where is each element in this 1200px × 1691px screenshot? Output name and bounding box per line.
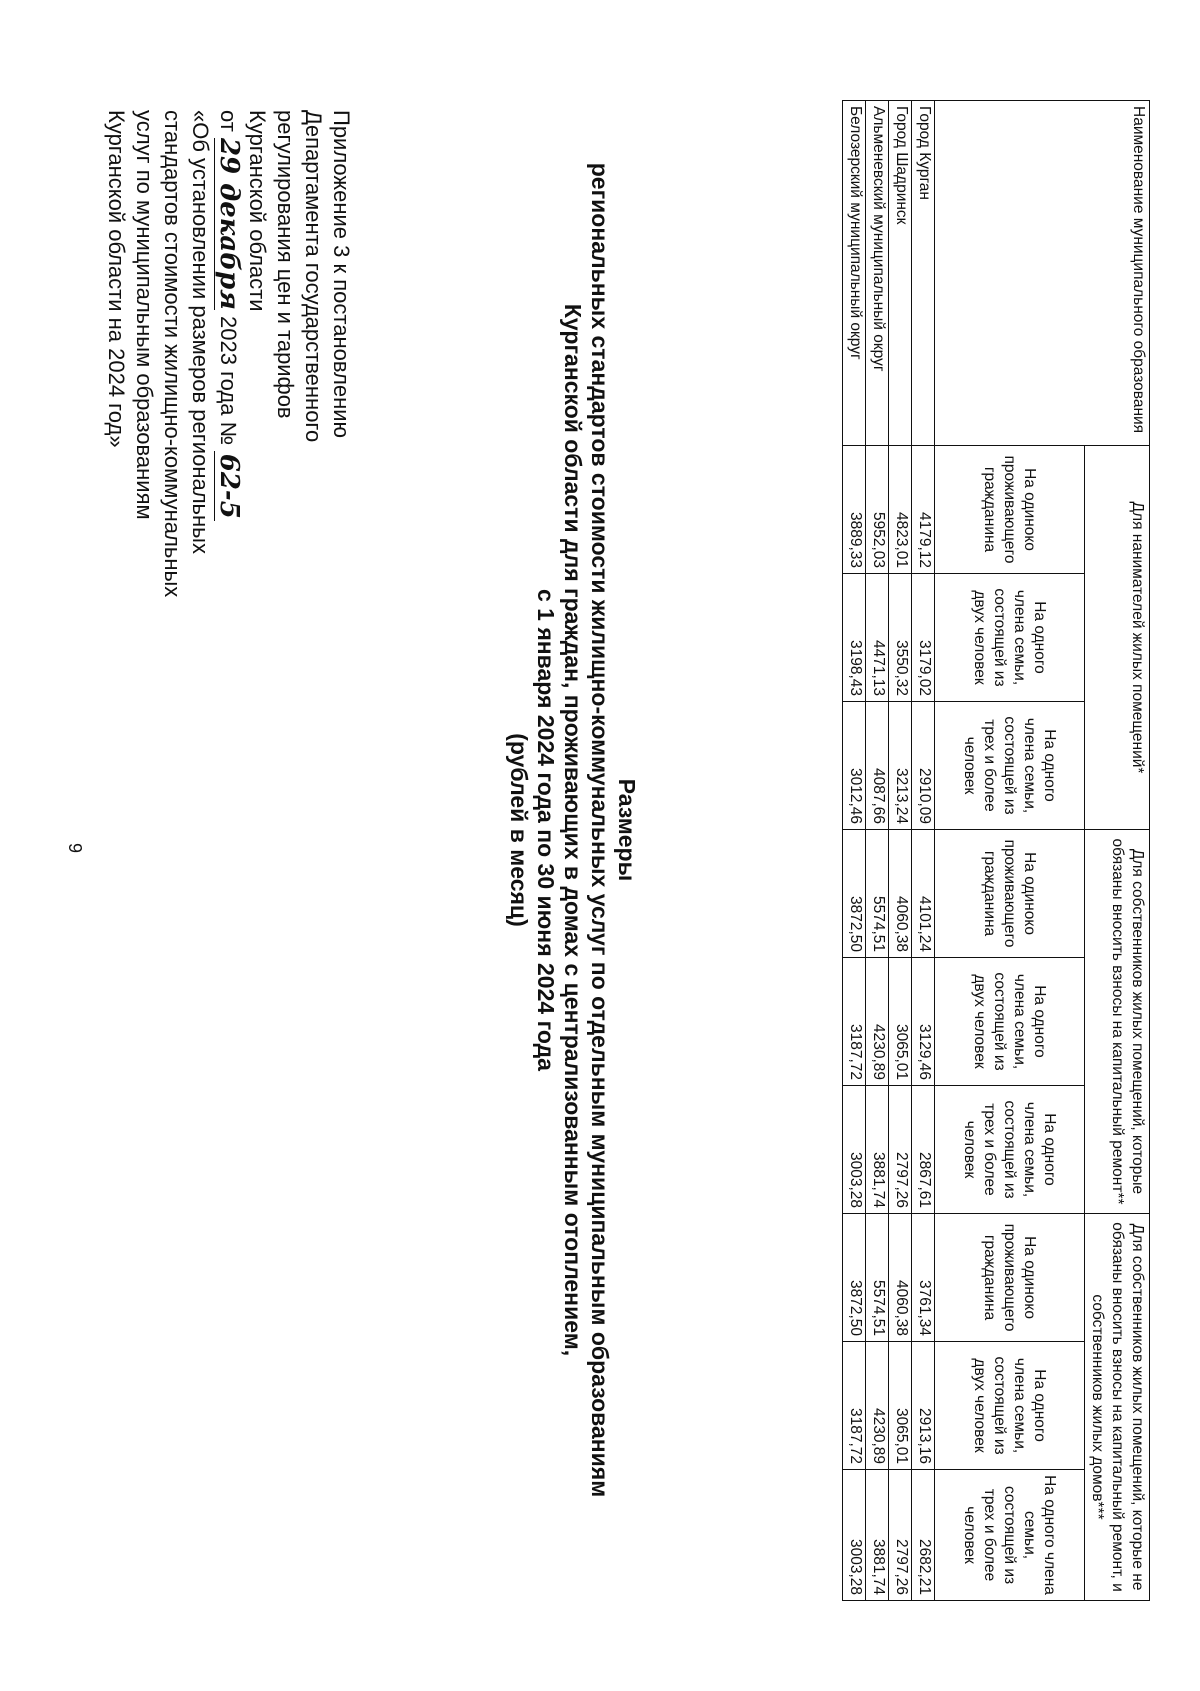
value-cell: 4060,38 [889, 830, 912, 958]
value-cell: 3872,50 [843, 1214, 866, 1342]
table-row [889, 101, 912, 1601]
value-cell: 3881,74 [866, 1086, 889, 1214]
title-line: Размеры [614, 778, 640, 882]
group-header-tenants: Для нанимателей жилых помещений* [1085, 446, 1150, 830]
title-line: региональных стандартов стоимости жилищно-коммунальных услуг по отдельным муниципальным образованиям [587, 162, 613, 1498]
appendix-line: Курганской области [245, 110, 270, 312]
group-header-owners-with-fee: Для собственников жилых помещений, которые обязаны вносить взносы на капитальный ремонт** [1085, 830, 1150, 1214]
sub-header-three-plus: На одного члена семьи, состоящей из трех и более человек [935, 1470, 1085, 1601]
table-row [866, 101, 889, 1601]
title-line: (рублей в месяц) [506, 733, 532, 927]
sub-header-two: На одного члена семьи, состоящей из двух человек [935, 1342, 1085, 1470]
value-cell: 2910,09 [912, 702, 935, 830]
table-row [912, 101, 935, 1601]
value-cell: 3198,43 [843, 574, 866, 702]
value-cell: 2682,21 [912, 1470, 935, 1601]
appendix-date-line [214, 110, 243, 580]
sub-header-single: На одиноко проживающего гражданина [935, 1214, 1085, 1342]
value-cell: 2797,26 [889, 1086, 912, 1214]
value-cell: 3065,01 [889, 1342, 912, 1470]
value-cell: 4230,89 [866, 1342, 889, 1470]
value-cell: 3889,33 [843, 446, 866, 574]
appendix-line: «Об установлении размеров региональных [188, 110, 213, 554]
document-title [505, 150, 640, 1510]
value-cell: 4101,24 [912, 830, 935, 958]
sub-header-three-plus: На одного члена семьи, состоящей из трех и более человек [935, 702, 1085, 830]
value-cell: 2867,61 [912, 1086, 935, 1214]
sub-header-single: На одиноко проживающего гражданина [935, 830, 1085, 958]
value-cell: 3179,02 [912, 574, 935, 702]
value-cell: 3550,32 [889, 574, 912, 702]
date-prefix: от [216, 110, 241, 132]
table-row [843, 101, 866, 1601]
sub-header-three-plus: На одного члена семьи, состоящей из трех и более человек [935, 1086, 1085, 1214]
value-cell: 3761,34 [912, 1214, 935, 1342]
row-name: Город Шадринск [889, 101, 912, 446]
value-cell: 3003,28 [843, 1470, 866, 1601]
value-cell: 3187,72 [843, 1342, 866, 1470]
appendix-line: Приложение 3 к постановлению [329, 110, 354, 439]
value-cell: 4823,01 [889, 446, 912, 574]
value-cell: 3187,72 [843, 958, 866, 1086]
value-cell: 4060,38 [889, 1214, 912, 1342]
value-cell: 3881,74 [866, 1470, 889, 1601]
appendix-header [102, 110, 355, 598]
sub-header-single: На одиноко проживающего гражданина [935, 446, 1085, 574]
page-number: 9 [65, 843, 85, 854]
sub-header-two: На одного члена семьи, состоящей из двух человек [935, 958, 1085, 1086]
handwritten-date: 29 декабря [214, 137, 244, 310]
appendix-line: Департамента государственного [301, 110, 326, 443]
value-cell: 3129,46 [912, 958, 935, 1086]
value-cell: 5574,51 [866, 830, 889, 958]
value-cell: 5574,51 [866, 1214, 889, 1342]
value-cell: 3213,24 [889, 702, 912, 830]
value-cell: 4179,12 [912, 446, 935, 574]
title-line: с 1 января 2024 года по 30 июня 2024 года [533, 589, 559, 1071]
row-name: Альменевский муниципальный округ [866, 101, 889, 446]
tariff-table [842, 100, 1150, 1601]
column-header-name: Наименование муниципального образования [935, 101, 1150, 446]
value-cell: 4471,13 [866, 574, 889, 702]
value-cell: 3065,01 [889, 958, 912, 1086]
date-suffix: 2023 года № [216, 316, 241, 446]
value-cell: 3872,50 [843, 830, 866, 958]
value-cell: 2913,16 [912, 1342, 935, 1470]
value-cell: 3003,28 [843, 1086, 866, 1214]
appendix-line: Курганской области на 2024 год» [104, 110, 129, 448]
value-cell: 4230,89 [866, 958, 889, 1086]
appendix-line: регулирования цен и тарифов [273, 110, 298, 419]
title-line: Курганской области для граждан, проживающих в домах с централизованным отоплением, [560, 303, 586, 1357]
group-header-owners-without-fee: Для собственников жилых помещений, которые не обязаны вносить взносы на капитальный ремонт, и собственников жилых домов*** [1085, 1214, 1150, 1601]
appendix-line: стандартов стоимости жилищно-коммунальных [160, 110, 185, 598]
appendix-line: услуг по муниципальным образованиям [132, 110, 157, 520]
handwritten-number: 62-5 [214, 451, 243, 521]
value-cell: 4087,66 [866, 702, 889, 830]
sub-header-two: На одного члена семьи, состоящей из двух человек [935, 574, 1085, 702]
row-name: Белозерский муниципальный округ [843, 101, 866, 446]
value-cell: 3012,46 [843, 702, 866, 830]
row-name: Город Курган [912, 101, 935, 446]
value-cell: 2797,26 [889, 1470, 912, 1601]
tariff-table-wrapper [695, 100, 1150, 1600]
value-cell: 5952,03 [866, 446, 889, 574]
